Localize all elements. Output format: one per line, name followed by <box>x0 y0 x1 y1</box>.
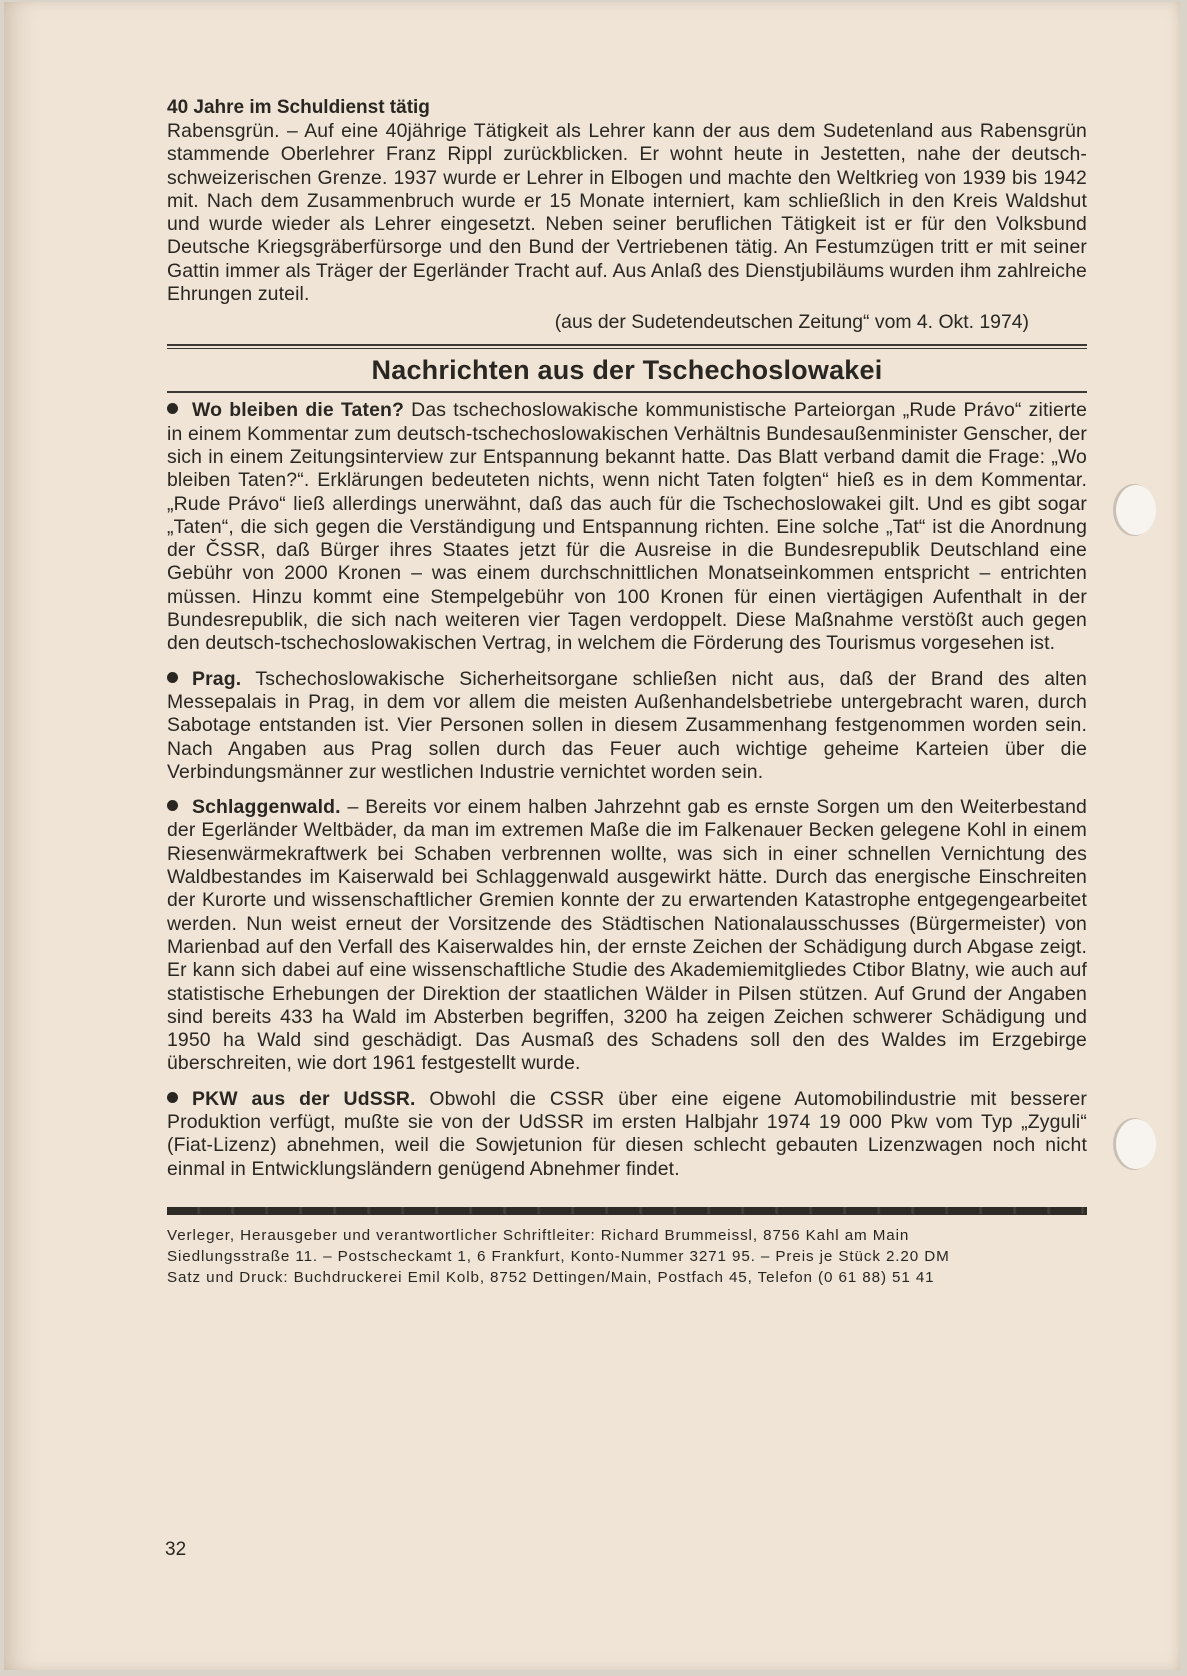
news-item-text: Das tschechoslowakische kommunistische Parteiorgan „Rude Právo“ zitierte in einem Kommentar zum deutsch-tschechoslowakischen Verhältnis Bundesaußenminister Genscher, der sich in einem Zeitungsinterview zur Entspannung bekannt hatte. Das Blatt verband damit die Frage: „Wo bleiben Taten?“. Erklärungen bedeuteten nichts, wenn nicht Taten folgten“ hieß es in dem Kommentar. „Rude Právo“ ließ allerdings unerwähnt, daß das auch für die Tschechoslowakei gilt. Und es gibt sogar „Taten“, die sich gegen die Verständigung und Entspannung richten. Eine solche „Tat“ ist die Anordnung der ČSSR, daß Bürger ihres Staates jetzt für die Ausreise in die Bundesrepublik Deutschland eine Gebühr von 2000 Kronen – was einem durchschnittlichen Monatseinkommen entspricht – entrichten müssen. Hinzu kommt eine Stempelgebühr von 100 Kronen für einen viertägigen Aufenthalt in der Bundesrepublik, die sich nach weiteren vier Tagen verdoppelt. Diese Maßnahme verstößt auch gegen den deutsch-tschechoslowakischen Vertrag, in welchem die Förderung des Tourismus vorgesehen ist. <box>167 399 1087 655</box>
news-item-lead: Wo bleiben die Taten? <box>192 399 405 422</box>
bullet-icon <box>167 1092 178 1103</box>
section-title: Nachrichten aus der Tschechoslowakei <box>371 355 883 386</box>
article-body: Rabensgrün. – Auf eine 40jährige Tätigkeit als Lehrer kann der aus dem Sudetenland aus Rabensgrün stammende Oberlehrer Franz Rippl zurückblicken. Er wohnt heute in Jestetten, nahe der deutsch-schweizerischen Grenze. 1937 wurde er Lehrer in Elbogen und machte den Weltkrieg von 1939 bis 1942 mit. Nach dem Zusammenbruch wurde er 15 Monate interniert, kam schließlich in den Kreis Waldshut und wurde wieder als Lehrer eingesetzt. Neben seiner beruflichen Tätigkeit ist er für den Volksbund Deutsche Kriegsgräberfürsorge und den Bund der Vertriebenen tätig. An Festumzügen tritt er mit seiner Gattin immer als Träger der Egerländer Tracht auf. Aus Anlaß des Dienstjubiläums wurden ihm zahlreiche Ehrungen zuteil. <box>167 120 1087 306</box>
news-item-taten <box>167 399 1087 655</box>
section-top-rule <box>167 344 1087 349</box>
imprint-line: Siedlungsstraße 11. – Postscheckamt 1, 6 Frankfurt, Konto-Nummer 3271 95. – Preis je Stück 2.20 DM <box>167 1247 950 1265</box>
news-item-text: – Bereits vor einem halben Jahrzehnt gab es ernste Sorgen um den Weiterbestand der Egerländer Weltbäder, da man im extremen Maße die im Falkenauer Becken gelegene Kohl in einem Riesenwärmekraftwerk bei Schaben verbrennen wollte, was sich in einer schnellen Vernichtung des Waldbestandes im Kaiserwald bei Schlaggenwald ausgewirkt hätte. Durch das energische Einschreiten der Kurorte und wissenschaftlicher Gremien konnte der zu erwartenden Katastrophe entgegengearbeitet werden. Nun weist erneut der Vorsitzende des Städtischen Nationalausschusses (Bürgermeister) von Marienbad auf den Verfall des Kaiserwaldes hin, der ernste Zeichen der Schädigung durch Abgase zeigt. Er kann sich dabei auf eine wissenschaftliche Studie des Akademiemitgliedes Ctibor Blatny, wie auch auf statistische Erhebungen der Direktion der staatlichen Wälder in Pilsen stützen. Auf Grund der Angaben sind bereits 433 ha Wald im Absterben begriffen, 3200 ha zeigen Zeichen schwerer Schädigung und 1950 ha Wald sind geschädigt. Das Ausmaß des Schadens soll den des Waldes im Erzgebirge überschreiten, wie dort 1961 festgestellt wurde. <box>167 796 1087 1075</box>
section-bottom-rule <box>167 391 1087 393</box>
article-teacher <box>167 96 1087 334</box>
news-item-lead: PKW aus der UdSSR. <box>192 1087 416 1110</box>
news-item-text: Obwohl die CSSR über eine eigene Automobilindustrie mit besserer Produktion verfügt, mußte sie von der UdSSR im ersten Halbjahr 1974 19 000 Pkw vom Typ „Zyguli“ (Fiat-Lizenz) abnehmen, weil die Sowjetunion für diesen schlecht gebauten Lizenzwagen noch nicht einmal in Entwicklungsländern genügend Abnehmer findet. <box>167 1087 1088 1180</box>
imprint-line: Verleger, Herausgeber und verantwortlicher Schriftleiter: Richard Brummeissl, 8756 Kahl am Main <box>167 1226 910 1244</box>
news-item-prag <box>167 668 1087 784</box>
page-number: 32 <box>165 1539 187 1560</box>
bullet-icon <box>167 800 178 811</box>
page-content <box>167 96 1087 1288</box>
news-item-text: Tschechoslowakische Sicherheitsorgane schließen nicht aus, daß der Brand des alten Messepalais in Prag, in dem vor allem die meisten Außenhandelsbetriebe untergebracht waren, durch Sabotage entstanden ist. Vier Personen sollen in diesem Zusammenhang festgenommen worden sein. Nach Angaben aus Prag sollen durch das Feuer auch wichtige geheime Karteien über die Verbindungsmänner zur westlichen Industrie vernichtet worden sein. <box>167 667 1087 783</box>
punch-hole-top <box>1116 485 1156 535</box>
article-heading: 40 Jahre im Schuldienst tätig <box>167 97 430 118</box>
magazine-page <box>4 2 1180 1670</box>
imprint-line: Satz und Druck: Buchdruckerei Emil Kolb, 8752 Dettingen/Main, Postfach 45, Telefon (0 61 88) 51 41 <box>167 1268 935 1286</box>
punch-hole-bottom <box>1116 1119 1156 1169</box>
imprint-rule <box>167 1207 1087 1215</box>
imprint <box>167 1225 1087 1288</box>
news-item-lead: Schlaggenwald. <box>192 796 341 819</box>
news-item-lead: Prag. <box>192 667 242 690</box>
bullet-icon <box>167 403 178 414</box>
news-item-schlaggenwald <box>167 796 1087 1076</box>
article-source: (aus der Sudetendeutschen Zeitung“ vom 4. Okt. 1974) <box>554 311 1029 334</box>
news-item-pkw <box>167 1088 1087 1181</box>
bullet-icon <box>167 672 178 683</box>
